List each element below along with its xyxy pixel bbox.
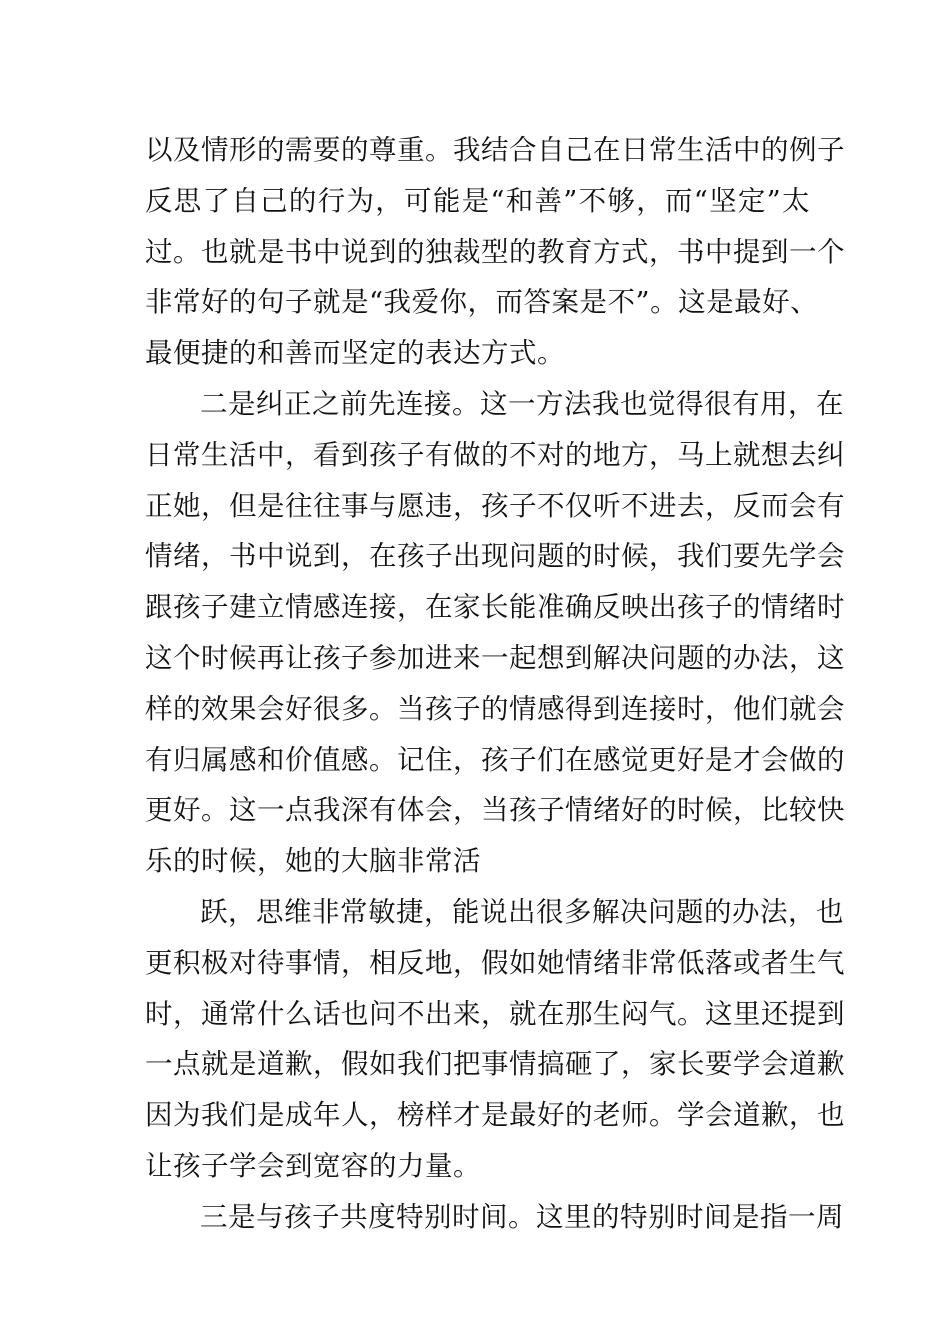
text-line: 一点就是道歉，假如我们把事情搞砸了，家长要学会道歉 [145, 1048, 845, 1081]
text-line: 这个时候再让孩子参加进来一起想到解决问题的办法，这 [145, 641, 845, 674]
paragraph-first-line: 二是纠正之前先连接。这一方法我也觉得很有用，在 [200, 387, 844, 420]
text-line: 更积极对待事情，相反地，假如她情绪非常低落或者生气 [145, 946, 845, 979]
text-line: 非常好的句子就是“我爱你，而答案是不”。这是最好、 [145, 286, 819, 319]
text-line: 有归属感和价值感。记住，孩子们在感觉更好是才会做的 [145, 743, 845, 776]
body-text [145, 125, 845, 1243]
text-line: 时，通常什么话也问不出来，就在那生闷气。这里还提到 [145, 997, 845, 1030]
text-line: 最便捷的和善而坚定的表达方式。 [145, 337, 565, 370]
text-line: 让孩子学会到宽容的力量。 [145, 1149, 481, 1182]
text-line: 更好。这一点我深有体会，当孩子情绪好的时候，比较快 [145, 794, 845, 827]
text-line: 因为我们是成年人，榜样才是最好的老师。学会道歉，也 [145, 1099, 845, 1132]
text-line: 日常生活中，看到孩子有做的不对的地方，马上就想去纠 [145, 438, 845, 471]
text-line: 过。也就是书中说到的独裁型的教育方式，书中提到一个 [145, 235, 845, 268]
text-line: 样的效果会好很多。当孩子的情感得到连接时，他们就会 [145, 692, 845, 725]
text-line: 乐的时候，她的大脑非常活 [145, 845, 481, 878]
text-line: 情绪，书中说到，在孩子出现问题的时候，我们要先学会 [145, 540, 845, 573]
text-line: 以及情形的需要的尊重。我结合自己在日常生活中的例子 [145, 134, 845, 166]
text-line: 反思了自己的行为，可能是“和善”不够，而“坚定”太 [145, 184, 810, 217]
paragraph-first-line: 三是与孩子共度特别时间。这里的特别时间是指一周 [200, 1200, 844, 1233]
paragraph-first-line: 跃，思维非常敏捷，能说出很多解决问题的办法，也 [200, 895, 844, 928]
text-line: 正她，但是往往事与愿违，孩子不仅听不进去，反而会有 [145, 489, 845, 522]
text-line: 跟孩子建立情感连接，在家长能准确反映出孩子的情绪时 [145, 591, 845, 624]
